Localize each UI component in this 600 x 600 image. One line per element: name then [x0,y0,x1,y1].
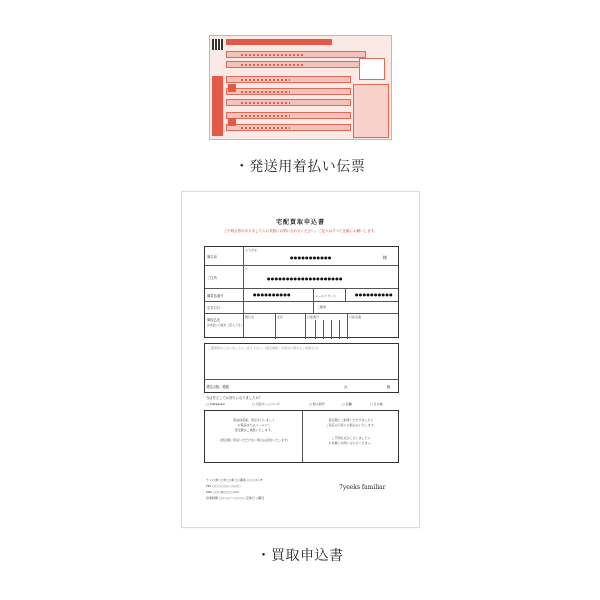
form-footer [206,477,346,501]
form-title: 宅配買取申込書 [275,219,325,226]
form-note: ご不明点等がありましたらお気軽にお問い合わせください。ご記入はすべて正確にお願いします。 [223,229,378,233]
question-text: 当店をどこでお知りになりましたか？ [206,396,263,400]
slip-stamp-box [359,58,385,80]
branch-label: 支店 [277,315,284,319]
name-label: 御名前 [207,255,217,259]
info-left-line: 査定額をご連絡いたします。 [234,428,274,432]
bank-name-label: 銀行名 [245,315,255,319]
footer-tel: TEL ○○-○○○○-○○○○ [206,484,241,488]
info-right-line: ご指定の口座にお振込みいたします。 [325,423,377,427]
slip-mark [228,84,236,92]
slip-row [226,51,366,58]
brand-logo-text: 7yeeks familiar [339,484,386,491]
slip-side-panel [353,84,389,138]
account-holder-label: 口座名義 [349,315,362,319]
phone-label: 御電話番号 [207,294,224,298]
birth-label: 生年月日 [207,306,221,310]
slip-row [226,76,351,83]
footer-hours: 営業時間 ○○:○○〜○○:○○ 定休日 ○曜日 [206,496,265,500]
bank-sub-label: お支払い口座をご記入下さい [207,323,244,327]
option-homepage: □ 当店ホームページ [252,402,280,406]
phone-value: ●●●●●●●●●● [253,292,291,297]
shipping-slip-image [209,35,392,140]
footer-mail: Mail ○○○@○○○.com [206,490,240,494]
quantity-unit-boxes: 箱 [387,385,391,389]
email-value: ●●●●●●●●●● [355,292,393,297]
slip-mark [228,118,236,126]
occupation-label: ご職業 [317,305,327,309]
slip-row [226,124,351,131]
info-right-line: 査定額にご納得いただけましたら [328,418,374,422]
address-value: ●●●●●●●●●●●●●●●●●●●● [267,276,343,281]
info-right-line: お気軽にお問い合わせください。 [328,441,374,445]
footer-address: 〒 ○○県○○市○○町○○番地 ○○ビル○F [206,478,263,482]
slip-row [226,61,366,68]
account-no-label: 口座番号 [307,315,320,319]
slip-row [226,112,351,119]
slip-header-bar [226,39,332,45]
remarks-text: ご要望等がございましたらご記入下さい。(査定価格・お取引に関するご希望など) [208,346,319,350]
slip-row [226,88,351,95]
quantity-row [204,379,399,393]
caption-purchase-form: ・買取申込書 [256,548,344,564]
purchase-form-image [181,191,420,528]
info-left-line: お電話またはメールにて [237,423,271,427]
email-label: メールアドレス [315,294,336,298]
source-question [204,393,399,409]
furigana-label: ふりがな [245,248,258,252]
name-value: ●●●●●●●●●●● [290,255,332,260]
honorific: 様 [383,255,388,260]
quantity-label: 発送点数／箱数 [206,385,230,389]
slip-row [226,99,351,106]
quantity-unit-items: 点 [344,385,348,389]
info-right-line: ご不明な点がございましたら [331,436,371,440]
option-instagram: □ Instagram [206,402,226,406]
info-left-line: (査定額に同意いただけない場合は返送いたします) [219,438,289,442]
option-store: □ 店舗 [342,402,352,406]
slip-side-stripe [212,76,223,136]
bank-label: 御振込先 [207,318,221,322]
option-other: □ その他 [370,402,383,406]
form-grid [204,246,399,338]
qr-code-icon [212,39,223,50]
caption-shipping-slip: ・発送用着払い伝票 [234,159,366,175]
address-label: ご住所 [207,276,217,280]
info-left-line: 商品到着後、査定を行いまして [232,418,275,422]
zip-mark: 〒 [245,267,249,271]
info-box [204,410,399,463]
option-referral: □ 知人紹介 [309,402,325,406]
